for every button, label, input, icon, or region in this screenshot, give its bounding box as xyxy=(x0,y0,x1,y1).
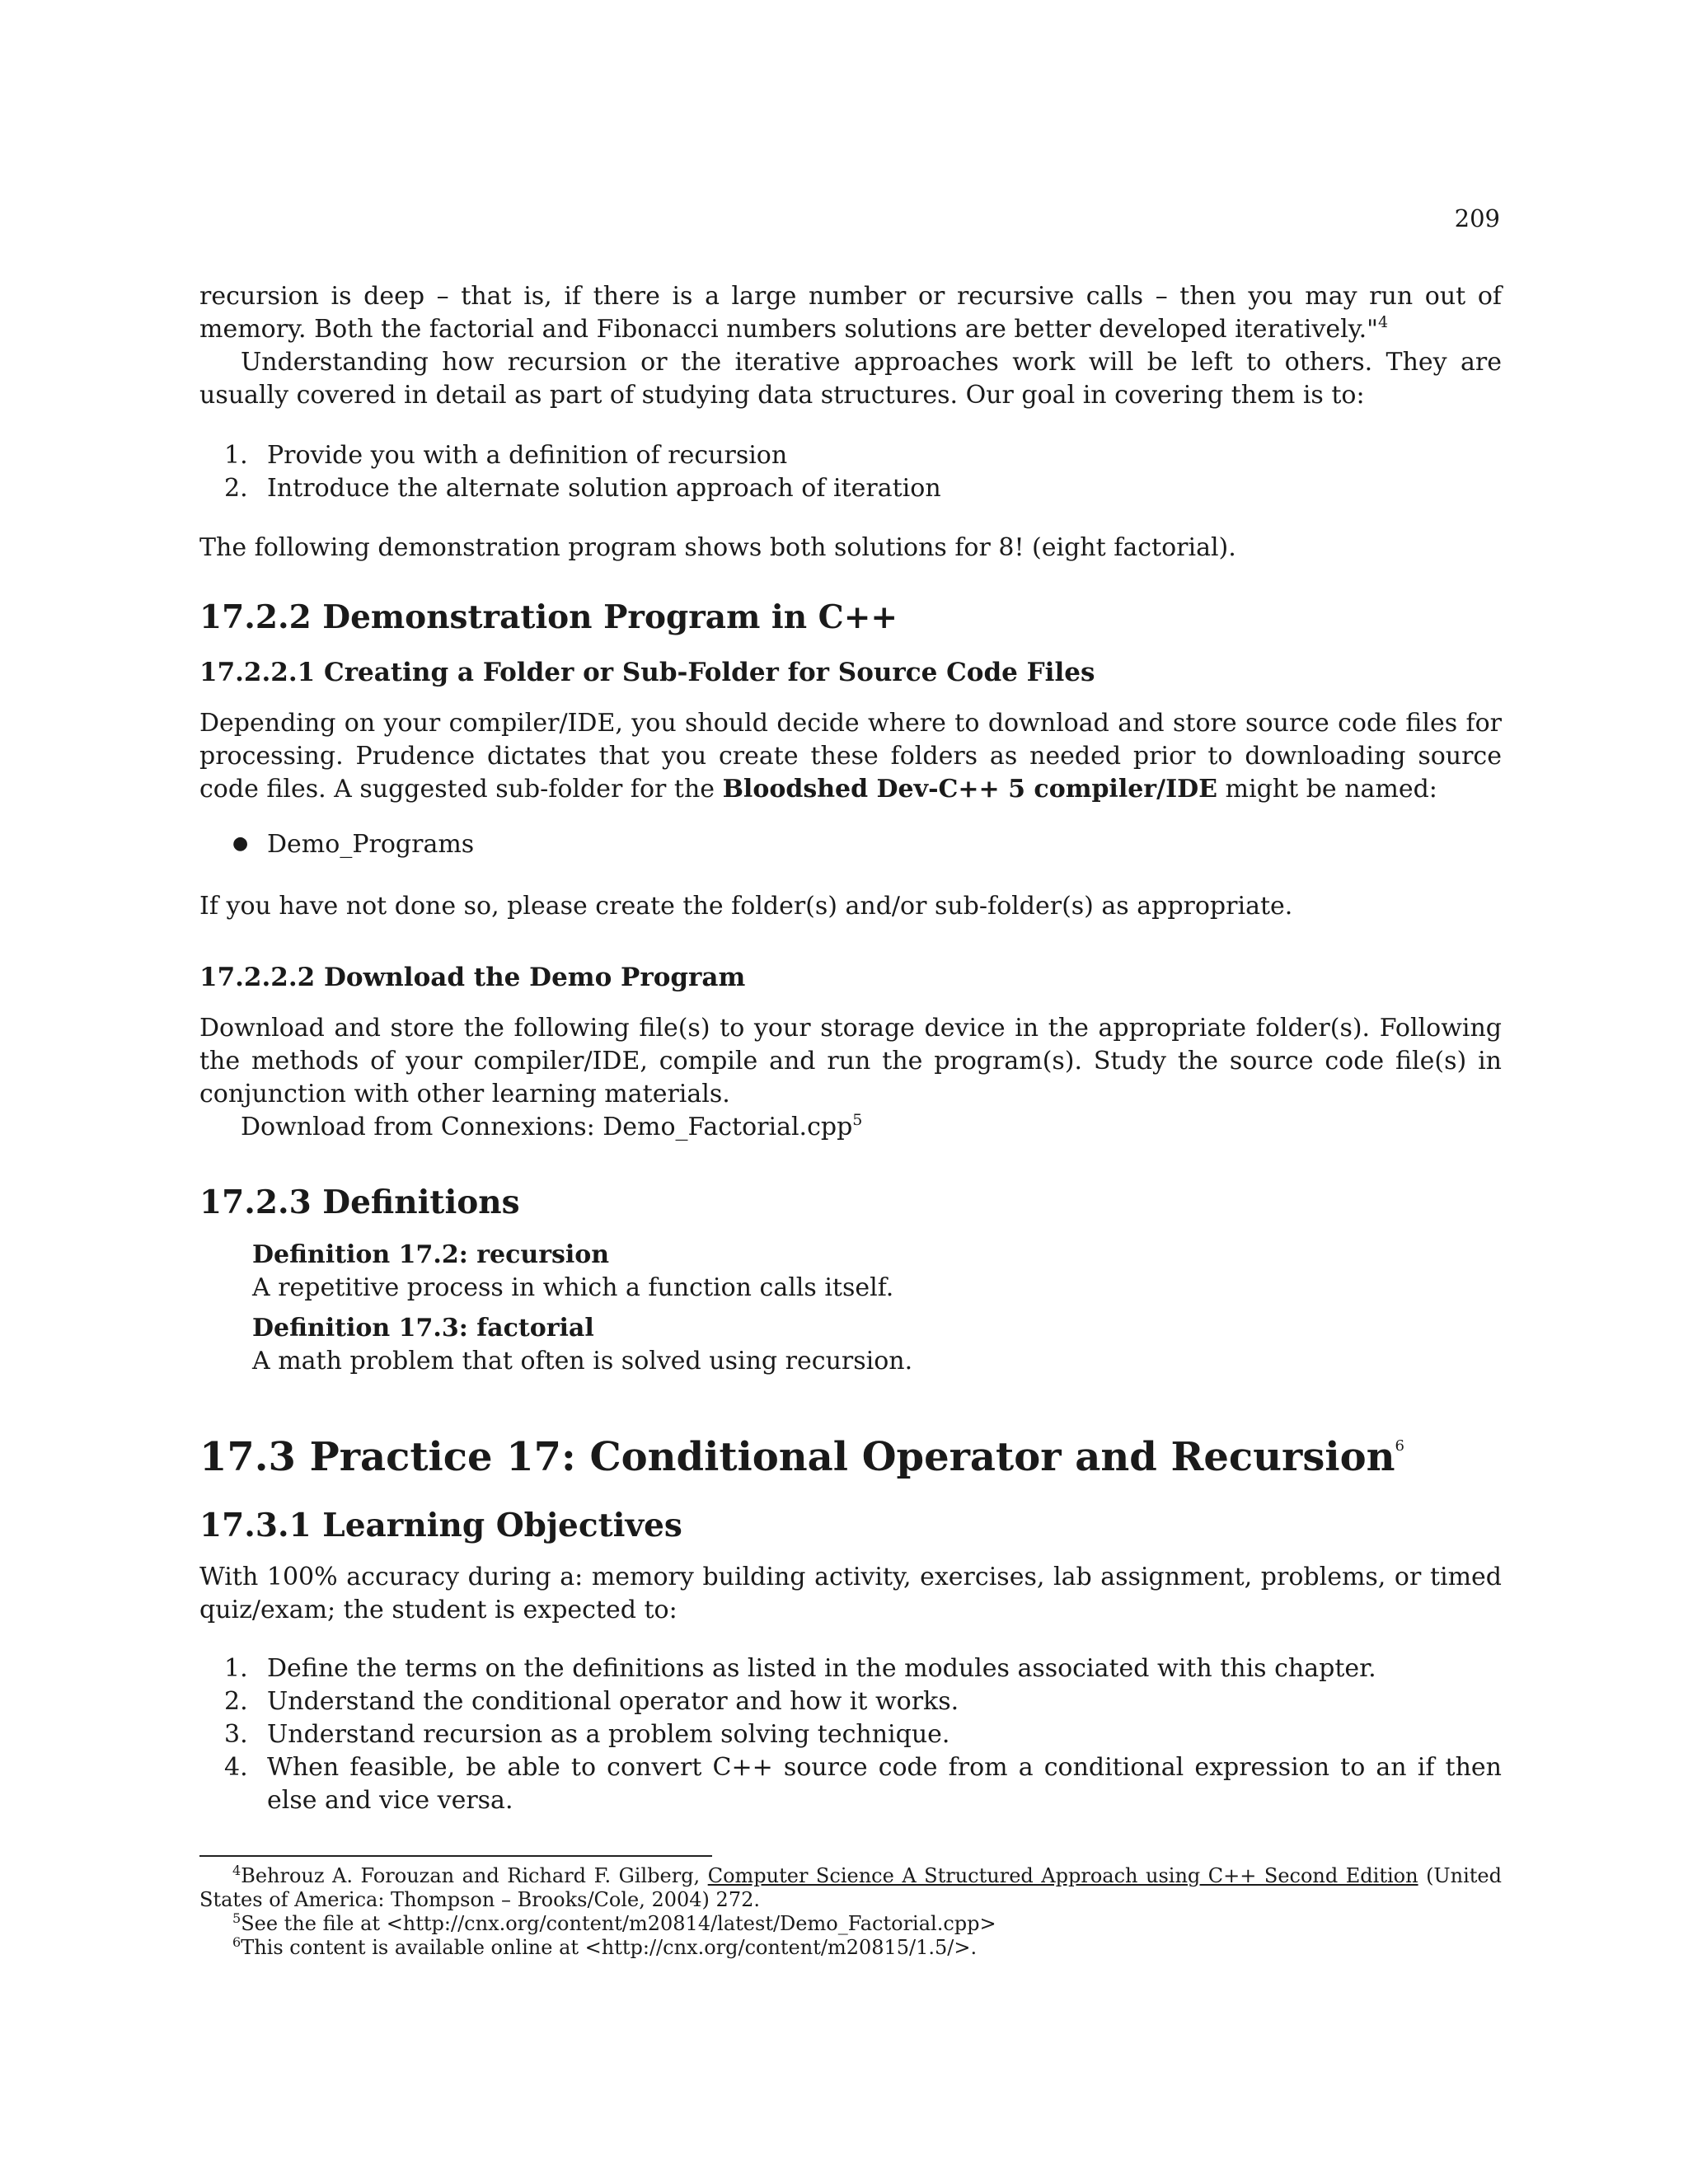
definition-body-factorial: A math problem that often is solved using recursion. xyxy=(252,1347,913,1376)
footnote-5 xyxy=(199,1912,1502,1936)
footnote-ref-6[interactable]: 6 xyxy=(1395,1437,1404,1455)
footnote-4-text: Behrouz A. Forouzan and Richard F. Gilberg, xyxy=(241,1864,708,1887)
folder-paragraph xyxy=(199,707,1502,806)
footnote-ref-4[interactable]: 4 xyxy=(1377,313,1389,331)
footnote-4-book-title: Computer Science A Structured Approach using C++ Second Edition xyxy=(707,1864,1418,1887)
intro-paragraph-2: Understanding how recursion or the iterative approaches work will be left to others. They are usually covered in detail as part of studying data structures. Our goal in covering them is to: xyxy=(199,348,1502,410)
footnote-rule xyxy=(199,1855,712,1857)
subsection-heading-17-2-2-1: 17.2.2.1 Creating a Folder or Sub-Folder for Source Code Files xyxy=(199,658,1095,687)
section-heading-17-2-2: 17.2.2 Demonstration Program in C++ xyxy=(199,598,898,636)
definition-term-factorial: Definition 17.3: factorial xyxy=(252,1314,594,1343)
objective-number: 1. xyxy=(224,1654,248,1683)
folder-paragraph-2: If you have not done so, please create the folder(s) and/or sub-folder(s) as appropriate. xyxy=(199,892,1293,921)
footnote-mark: 4 xyxy=(232,1863,241,1878)
objective-text: Define the terms on the definitions as listed in the modules associated with this chapter. xyxy=(267,1654,1376,1683)
definition-term-recursion: Definition 17.2: recursion xyxy=(252,1240,610,1269)
download-paragraph: Download and store the following file(s) to your storage device in the appropriate folder(s). Following the methods of your compiler/IDE, compile and run the program(s). Study the source code file(s) in conjunction with other learning materials. xyxy=(199,1014,1502,1108)
goal-item-2 xyxy=(224,472,1502,505)
objective-item-3 xyxy=(224,1718,1502,1751)
objective-item-1 xyxy=(224,1652,1502,1685)
bullet-icon: ● xyxy=(232,833,249,854)
footnote-6-text[interactable]: This content is available online at <http://cnx.org/content/m20815/1.5/>. xyxy=(241,1936,978,1959)
objective-text: Understand the conditional operator and how it works. xyxy=(267,1687,959,1716)
page-number: 209 xyxy=(1454,204,1500,232)
objective-text: When feasible, be able to convert C++ source code from a conditional expression to an if then else and vice versa. xyxy=(267,1753,1502,1815)
objective-number: 2. xyxy=(224,1687,248,1716)
goal-text: Provide you with a definition of recursion xyxy=(267,441,788,470)
goal-number: 1. xyxy=(224,441,248,470)
objective-item-4 xyxy=(224,1751,1502,1817)
bullet-item xyxy=(224,828,1502,861)
objective-number: 3. xyxy=(224,1720,248,1749)
footnote-mark: 6 xyxy=(232,1934,241,1950)
section-heading-17-3-1: 17.3.1 Learning Objectives xyxy=(199,1507,682,1544)
footnote-6 xyxy=(199,1936,1502,1960)
subsection-heading-17-2-2-2: 17.2.2.2 Download the Demo Program xyxy=(199,963,746,992)
goal-number: 2. xyxy=(224,474,248,503)
goal-item-1 xyxy=(224,439,1502,472)
footnote-ref-5[interactable]: 5 xyxy=(852,1111,863,1129)
goal-text: Introduce the alternate solution approach of iteration xyxy=(267,474,941,503)
definition-body-recursion: A repetitive process in which a function calls itself. xyxy=(252,1273,894,1302)
download-line xyxy=(199,1111,1502,1144)
folder-paragraph-text: Depending on your compiler/IDE, you should decide where to download and store source code files for processing. Prudence dictates that you create these folders as needed prior to downloading source code files. A suggested sub-folder for the xyxy=(199,709,1502,804)
folder-paragraph-end: might be named: xyxy=(1217,775,1437,804)
section-heading-17-3-text: 17.3 Practice 17: Conditional Operator and Recursion xyxy=(199,1434,1395,1480)
compiler-name: Bloodshed Dev-C++ 5 compiler/IDE xyxy=(722,775,1217,804)
objectives-paragraph: With 100% accuracy during a: memory building activity, exercises, lab assignment, problems, or timed quiz/exam; the student is expected to: xyxy=(199,1563,1502,1624)
footnote-5-text[interactable]: See the file at <http://cnx.org/content/m20814/latest/Demo_Factorial.cpp> xyxy=(241,1912,996,1935)
objective-item-2 xyxy=(224,1685,1502,1718)
footnote-4-text-end: (United States of America: Thompson – Brooks/Cole, 2004) 272. xyxy=(199,1864,1502,1911)
footnote-4 xyxy=(199,1864,1502,1912)
objective-text: Understand recursion as a problem solving technique. xyxy=(267,1720,950,1749)
intro-paragraph-3: The following demonstration program shows both solutions for 8! (eight factorial). xyxy=(199,533,1236,562)
section-heading-17-2-3: 17.2.3 Definitions xyxy=(199,1183,520,1221)
intro-paragraph-1 xyxy=(199,280,1502,346)
objective-number: 4. xyxy=(224,1753,248,1782)
download-link-text[interactable]: Download from Connexions: Demo_Factorial.cpp xyxy=(241,1113,853,1141)
intro-paragraph-1-text: recursion is deep – that is, if there is a large number or recursive calls – then you may run out of memory. Both the factorial and Fibonacci numbers solutions are better developed iteratively." xyxy=(199,282,1502,344)
bullet-text: Demo_Programs xyxy=(267,830,475,859)
section-heading-17-3 xyxy=(199,1434,1404,1480)
footnote-mark: 5 xyxy=(232,1910,241,1926)
